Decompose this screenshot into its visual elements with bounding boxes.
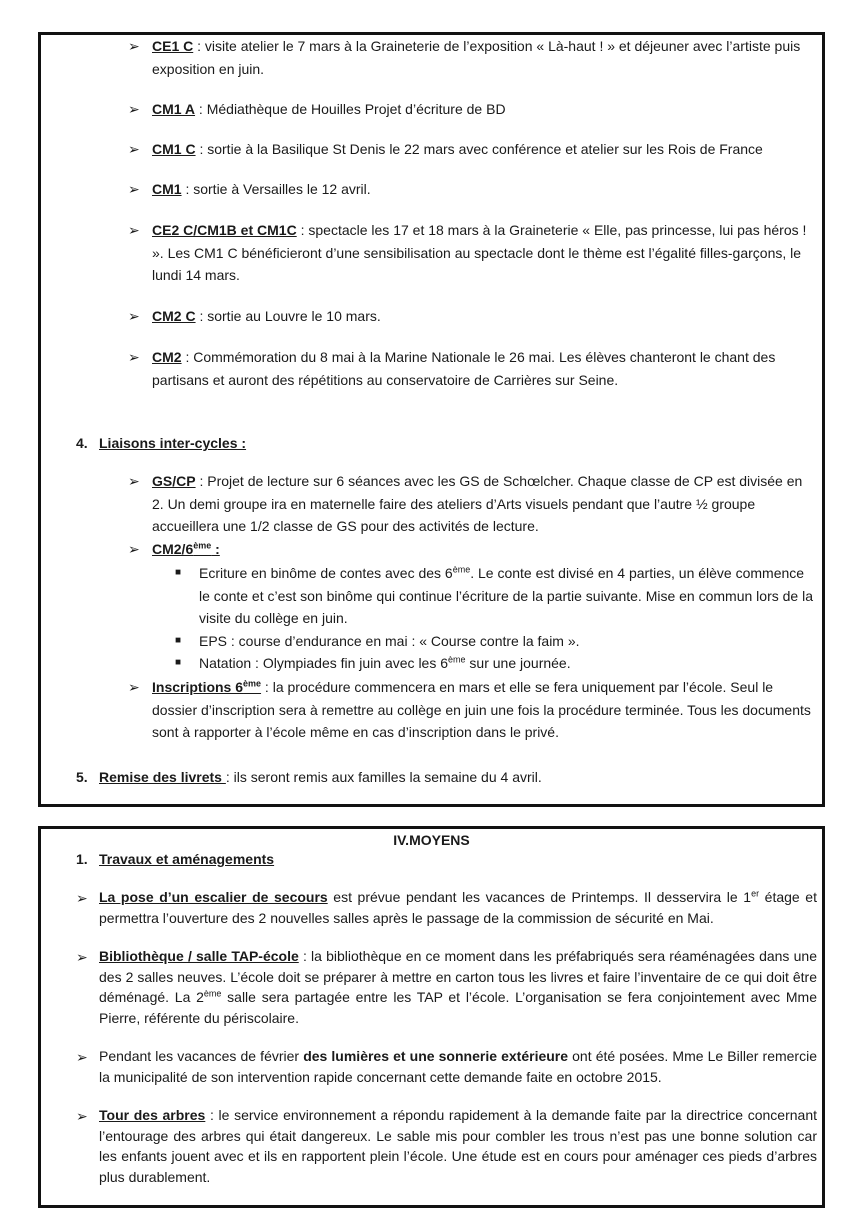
- arrow-bullet-icon: ➢: [76, 1108, 88, 1124]
- item-ce1c: [152, 35, 817, 80]
- superscript: ème: [243, 678, 262, 689]
- sub-item-ecriture: [199, 562, 817, 630]
- item-cm1c: [152, 138, 817, 161]
- arrow-bullet-icon: ➢: [128, 141, 140, 157]
- item-ce2c: [152, 219, 817, 287]
- arrow-bullet-icon: ➢: [128, 101, 140, 117]
- superscript: ème: [203, 988, 222, 999]
- sub-text: . Le conte est divisé en 4 parties, un élève commence le conte et c’est son binôme qui continue l’écriture de la partie suivante. Mise en commun lors de la visite du collège en juin.: [199, 565, 813, 626]
- item-label: CM2 C: [152, 308, 196, 324]
- paragraph-text: salle sera partagée entre les TAP et l’école. L’organisation se fera conjointement avec Mme Pierre, référente du périscolaire.: [99, 989, 817, 1026]
- section-number: 1.: [76, 851, 88, 867]
- paragraph-text: est prévue pendant les vacances de Printemps. Il desservira le 1: [327, 889, 752, 905]
- paragraph-bold: des lumières et une sonnerie extérieure: [303, 1048, 569, 1064]
- item-text: : Médiathèque de Houilles Projet d’écriture de BD: [195, 101, 506, 117]
- section-number: 5.: [76, 769, 88, 785]
- item-label: CM2: [152, 349, 182, 365]
- arrow-bullet-icon: ➢: [128, 473, 140, 489]
- paragraph-label: Tour des arbres: [99, 1107, 206, 1123]
- arrow-bullet-icon: ➢: [76, 949, 88, 965]
- superscript: ème: [452, 564, 471, 575]
- item-text: : la procédure commencera en mars et elle se fera uniquement par l’école. Seul le dossier d’inscription sera à remettre au collège en juin une fois la procédure terminée. Tous les documents sont à rapporter à l’école même en cas d’inscription dans le privé.: [152, 679, 811, 740]
- paragraph-bibliotheque: [99, 946, 817, 1028]
- item-label: CM2/6: [152, 541, 194, 557]
- sub-text: Ecriture en binôme de contes avec des 6: [199, 565, 453, 581]
- item-text: : Commémoration du 8 mai à la Marine Nationale le 26 mai. Les élèves chanteront le chant des partisans et auront des répétitions au conservatoire de Carrières sur Seine.: [152, 349, 776, 388]
- item-label: CM1 A: [152, 101, 196, 117]
- remise-label: Remise des livrets: [99, 769, 226, 785]
- paragraph-label: Bibliothèque / salle TAP-école: [99, 948, 299, 964]
- moyens-heading: IV.MOYENS: [393, 832, 470, 848]
- item-gscp: [152, 470, 817, 538]
- paragraph-label: La pose d’un escalier de secours: [99, 889, 328, 905]
- arrow-bullet-icon: ➢: [128, 349, 140, 365]
- paragraph-text: étage et permettra l’ouverture des 2 nouvelles salles après le passage de la commission de sécurité en Mai.: [99, 889, 817, 926]
- item-inscriptions: [152, 676, 817, 744]
- remise-text: : ils seront remis aux familles la semaine du 4 avril.: [225, 769, 542, 785]
- square-bullet-icon: ■: [175, 657, 182, 668]
- item-cm1a: [152, 98, 817, 121]
- arrow-bullet-icon: ➢: [128, 222, 140, 238]
- arrow-bullet-icon: ➢: [76, 1049, 88, 1065]
- item-label: CE2 C/CM1B et CM1C: [152, 222, 297, 238]
- paragraph-arbres: [99, 1105, 817, 1187]
- arrow-bullet-icon: ➢: [128, 308, 140, 324]
- item-label: CM1: [152, 181, 182, 197]
- square-bullet-icon: ■: [175, 635, 182, 646]
- arrow-bullet-icon: ➢: [128, 38, 140, 54]
- paragraph-lumieres: [99, 1046, 817, 1088]
- arrow-bullet-icon: ➢: [128, 679, 140, 695]
- square-bullet-icon: ■: [175, 567, 182, 578]
- superscript: er: [751, 888, 760, 899]
- colon: :: [211, 541, 220, 557]
- item-text: : spectacle les 17 et 18 mars à la Graineterie « Elle, pas princesse, lui pas héros ! ». Les CM1 C bénéficieront d’une sensibilisation au spectacle dont le thème est l’égalité filles-garçons, le lundi 14 mars.: [152, 222, 807, 283]
- item-label: GS/CP: [152, 473, 196, 489]
- item-cm1: [152, 178, 817, 201]
- remise-line: [99, 766, 542, 789]
- item-text: : sortie au Louvre le 10 mars.: [195, 308, 381, 324]
- arrow-bullet-icon: ➢: [76, 890, 88, 906]
- item-cm2-6eme: [152, 538, 220, 561]
- paragraph-text: : le service environnement a répondu rapidement à la demande faite par la directrice concernant l’entourage des arbres qui était dangereux. Le sable mis pour combler les trous n’est pas une bonne solution car les enfants jouent avec et ils en rapportent plein l’école. Une étude est en cours pour aménager ces pieds d’arbres plus durablement.: [99, 1107, 817, 1185]
- item-cm2c: [152, 305, 817, 328]
- paragraph-escalier: [99, 887, 817, 929]
- item-cm2: [152, 346, 817, 391]
- sub-text: Natation : Olympiades fin juin avec les 6: [199, 655, 449, 671]
- item-text: : visite atelier le 7 mars à la Graineterie de l’exposition « Là-haut ! » et déjeuner avec l’artiste puis exposition en juin.: [152, 38, 801, 77]
- superscript: ème: [448, 654, 466, 665]
- arrow-bullet-icon: ➢: [128, 181, 140, 197]
- liaisons-title: Liaisons inter-cycles :: [99, 435, 247, 451]
- travaux-title: Travaux et aménagements: [99, 851, 275, 867]
- paragraph-text: : la bibliothèque en ce moment dans les préfabriqués sera réaménagées dans une des 2 salles neuves. L’école doit se préparer à mettre en carton tous les livres et faire l’inventaire de ce qui doit être déménagé. La 2: [99, 948, 817, 1005]
- sub-item-eps: EPS : course d’endurance en mai : « Course contre la faim ».: [199, 633, 580, 649]
- item-text: : Projet de lecture sur 6 séances avec les GS de Schœlcher. Chaque classe de CP est divisée en 2. Un demi groupe ira en maternelle faire des ateliers d’Arts visuels pendant que l’autre ½ groupe accueillera une 1/2 classe de GS pour des activités de lecture.: [152, 473, 803, 534]
- item-label: CM1 C: [152, 141, 196, 157]
- section-number: 4.: [76, 435, 88, 451]
- superscript: ème: [193, 540, 212, 551]
- item-text: : sortie à Versailles le 12 avril.: [181, 181, 371, 197]
- item-text: : sortie à la Basilique St Denis le 22 mars avec conférence et atelier sur les Rois de France: [195, 141, 763, 157]
- item-label: Inscriptions 6: [152, 679, 244, 695]
- sub-text: sur une journée.: [465, 655, 571, 671]
- item-label: CE1 C: [152, 38, 194, 54]
- arrow-bullet-icon: ➢: [128, 541, 140, 557]
- sub-item-natation: [199, 652, 817, 675]
- paragraph-text: ont été posées. Mme Le Biller remercie la municipalité de son intervention rapide concernant cette demande faite en octobre 2015.: [99, 1048, 817, 1085]
- paragraph-text: Pendant les vacances de février: [99, 1048, 304, 1064]
